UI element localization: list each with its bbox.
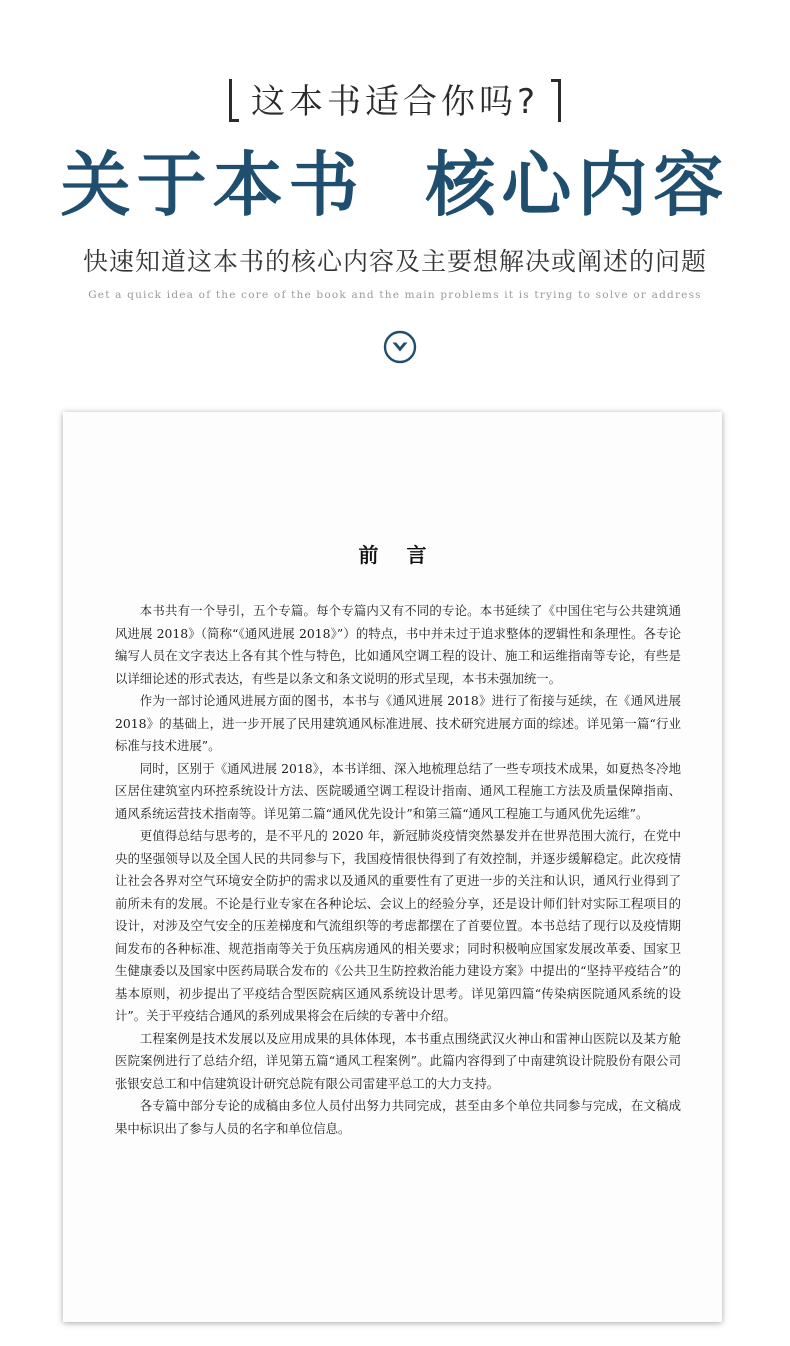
left-bracket-decoration — [229, 79, 239, 122]
preface-paragraph: 更值得总结与思考的，是不平凡的 2020 年，新冠肺炎疫情突然暴发并在世界范围大流行，在党中央的坚强领导以及全国人民的共同参与下，我国疫情很快得到了有效控制，并逐步缓解稳定。此次疫情让社会各界对空气环境安全防护的需求以及通风的重要性有了更进一步的关注和认识，通风行业得到了前所未有的发展。不论是行业专家在各种论坛、会议上的经验分享，还是设计师们针对实际工程项目的设计，对涉及空气安全的压差梯度和气流组织等的考虑都摆在了首要位置。本书总结了现行以及疫情期间发布的各种标准、规范指南等关于负压病房通风的相关要求；同时积极响应国家发展改革委、国家卫生健康委以及国家中医药局联合发布的《公共卫生防控救治能力建设方案》中提出的“坚持平疫结合”的基本原则，初步提出了平疫结合型医院病区通风系统设计思考。详见第四篇“传染病医院通风系统的设计”。关于平疫结合通风的系列成果将会在后续的专著中介绍。 — [115, 828, 681, 1023]
chevron-down-circle-icon — [383, 330, 417, 364]
preface-paragraph: 工程案例是技术发展以及应用成果的具体体现，本书重点围绕武汉火神山和雷神山医院以及某方舱医院案例进行了总结介绍，详见第五篇“通风工程案例”。此篇内容得到了中南建筑设计院股份有限公司张银安总工和中信建筑设计研究总院有限公司雷建平总工的大力支持。 — [115, 1030, 681, 1091]
preface-paragraph: 作为一部讨论通风进展方面的图书，本书与《通风进展 2018》进行了衔接与延续，在《通风进展 2018》的基础上，进一步开展了民用建筑通风标准进展、技术研究进展方面的综述。详见第一篇“行业标准与技术进展”。 — [115, 693, 681, 753]
preface-title: 前言 — [358, 543, 455, 567]
preface-paragraph: 本书共有一个导引，五个专篇。每个专篇内又有不同的专论。本书延续了《中国住宅与公共建筑通风进展 2018》（简称“《通风进展 2018》”）的特点，书中并未过于追求整体的逻辑性和条理性。各专论编写人员在文字表达上各有其个性与特色，比如通风空调工程的设计、施工和运维指南等专论，有些是以详细论述的形式表达，有些是以条文和条文说明的形式呈现，本书未强加统一。 — [115, 603, 681, 686]
main-title: 关于本书 核心内容 — [60, 143, 730, 226]
subtitle: 快速知道这本书的核心内容及主要想解决或阐述的问题 — [82, 247, 707, 276]
book-page-preface — [63, 412, 722, 1322]
preface-paragraph: 各专篇中部分专论的成稿由多位人员付出努力共同完成，甚至由多个单位共同参与完成，在文稿成果中标识出了参与人员的名字和单位信息。 — [115, 1098, 681, 1136]
question-heading — [0, 76, 790, 128]
subtitle-english: Get a quick idea of the core of the book and the main problems it is trying to solve or address — [88, 289, 702, 301]
preface-paragraph: 同时，区别于《通风进展 2018》，本书详细、深入地梳理总结了一些专项技术成果，如夏热冬冷地区居住建筑室内环控系统设计方法、医院暖通空调工程设计指南、通风工程施工方法及质量保障指南、通风系统运营技术指南等。详见第二篇“通风优先设计”和第三篇“通风工程施工与通风优先运维”。 — [115, 760, 681, 821]
intro-header — [0, 0, 790, 410]
preface-body — [115, 600, 681, 1140]
question-text: 这本书适合你吗? — [250, 82, 540, 122]
right-bracket-decoration — [551, 79, 561, 122]
